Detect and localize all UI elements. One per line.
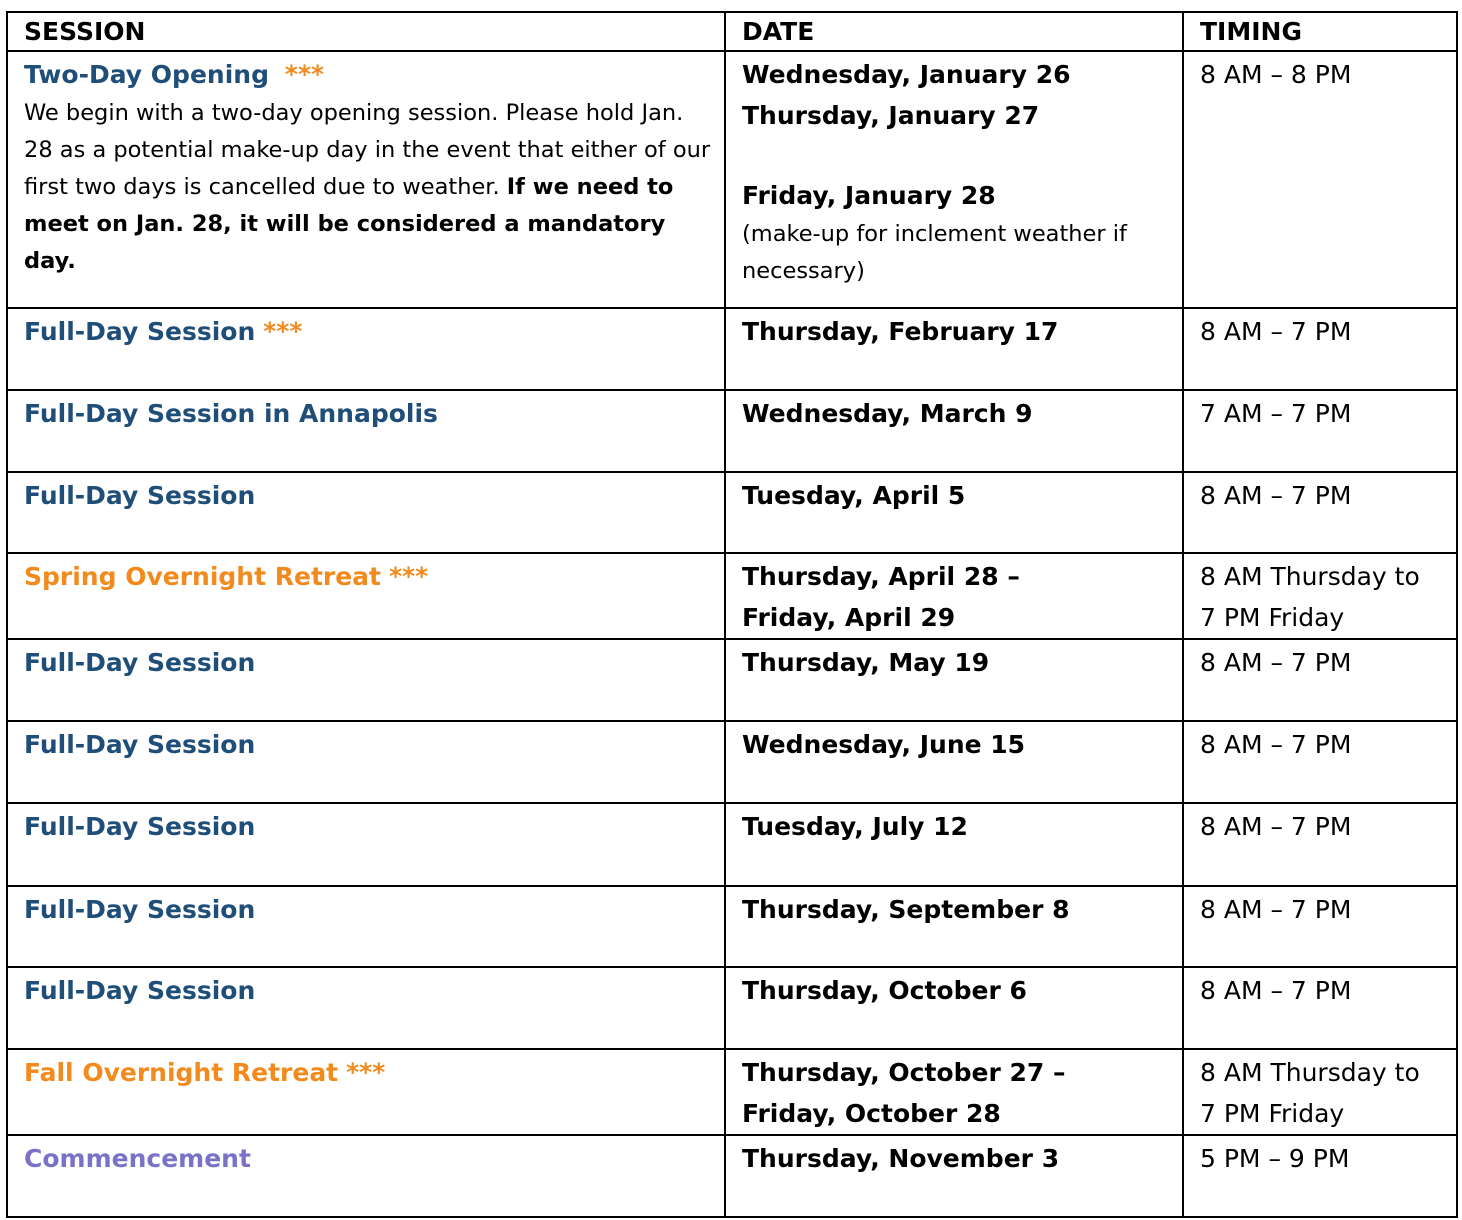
session-cell <box>7 1135 725 1217</box>
date-line: Friday, January 28 <box>742 181 996 210</box>
date-cell <box>725 553 1183 639</box>
session-title: Two-Day Opening <box>24 60 269 89</box>
date-cell: Thursday, October 6 <box>725 967 1183 1049</box>
priority-stars: *** <box>263 317 303 346</box>
table-row <box>7 308 1457 390</box>
date-cell <box>725 1049 1183 1135</box>
table-row <box>7 1135 1457 1217</box>
session-cell <box>7 886 725 967</box>
session-cell <box>7 472 725 553</box>
timing-line: 8 AM Thursday to <box>1200 1058 1420 1087</box>
session-cell <box>7 803 725 886</box>
date-cell: Thursday, February 17 <box>725 308 1183 390</box>
date-line: Friday, October 28 <box>742 1099 1001 1128</box>
date-cell: Tuesday, July 12 <box>725 803 1183 886</box>
date-line: Friday, April 29 <box>742 603 956 632</box>
session-title: Full-Day Session <box>24 812 256 841</box>
table-row <box>7 721 1457 803</box>
session-cell <box>7 390 725 472</box>
session-cell <box>7 721 725 803</box>
timing-cell <box>1183 1049 1457 1135</box>
date-cell: Thursday, May 19 <box>725 639 1183 721</box>
timing-cell: 8 AM – 7 PM <box>1183 472 1457 553</box>
date-cell: Thursday, November 3 <box>725 1135 1183 1217</box>
date-line: Wednesday, January 26 <box>742 60 1071 89</box>
session-title: Fall Overnight Retreat <box>24 1058 339 1087</box>
session-title: Spring Overnight Retreat <box>24 562 382 591</box>
table-row <box>7 1049 1457 1135</box>
session-title: Full-Day Session <box>24 481 256 510</box>
session-title: Full-Day Session in Annapolis <box>24 399 438 428</box>
table-row <box>7 390 1457 472</box>
header-session: SESSION <box>7 12 725 51</box>
table-header-row <box>7 12 1457 51</box>
timing-line: 7 PM Friday <box>1200 603 1345 632</box>
timing-cell <box>1183 553 1457 639</box>
session-cell <box>7 51 725 308</box>
session-title: Full-Day Session <box>24 648 256 677</box>
table-row <box>7 553 1457 639</box>
timing-cell: 8 AM – 7 PM <box>1183 639 1457 721</box>
timing-line: 8 AM Thursday to <box>1200 562 1420 591</box>
table-row <box>7 639 1457 721</box>
session-cell <box>7 1049 725 1135</box>
timing-cell: 8 AM – 7 PM <box>1183 308 1457 390</box>
date-line: Thursday, October 27 – <box>742 1058 1066 1087</box>
session-schedule-table <box>6 11 1458 1218</box>
table-row <box>7 51 1457 308</box>
description-bold-text: If we need to meet on Jan. 28, it will be considered a mandatory day. <box>24 174 674 274</box>
date-cell: Thursday, September 8 <box>725 886 1183 967</box>
timing-cell: 8 AM – 7 PM <box>1183 886 1457 967</box>
date-cell: Wednesday, June 15 <box>725 721 1183 803</box>
header-timing: TIMING <box>1183 12 1457 51</box>
table-row <box>7 472 1457 553</box>
session-title: Full-Day Session <box>24 976 256 1005</box>
session-title: Full-Day Session <box>24 317 256 346</box>
timing-line: 7 PM Friday <box>1200 1099 1345 1128</box>
date-cell: Tuesday, April 5 <box>725 472 1183 553</box>
timing-cell: 8 AM – 7 PM <box>1183 967 1457 1049</box>
table-row <box>7 803 1457 886</box>
session-cell <box>7 639 725 721</box>
priority-stars: *** <box>346 1058 386 1087</box>
date-cell: Wednesday, March 9 <box>725 390 1183 472</box>
description-text: We begin with a two-day opening session. Please hold Jan. 28 as a potential make-up day in the event that either of our first two days is cancelled due to weather. <box>24 100 711 200</box>
timing-cell: 8 AM – 7 PM <box>1183 721 1457 803</box>
session-cell <box>7 308 725 390</box>
session-title: Full-Day Session <box>24 730 256 759</box>
date-note: (make-up for inclement weather if necessary) <box>742 221 1127 284</box>
table-row <box>7 886 1457 967</box>
session-cell <box>7 967 725 1049</box>
timing-cell: 8 AM – 8 PM <box>1183 51 1457 308</box>
date-line: Thursday, April 28 – <box>742 562 1020 591</box>
session-cell <box>7 553 725 639</box>
session-title: Full-Day Session <box>24 895 256 924</box>
timing-cell: 7 AM – 7 PM <box>1183 390 1457 472</box>
header-date: DATE <box>725 12 1183 51</box>
timing-cell: 5 PM – 9 PM <box>1183 1135 1457 1217</box>
priority-stars: *** <box>284 60 325 89</box>
table-row <box>7 967 1457 1049</box>
date-cell <box>725 51 1183 308</box>
session-description <box>24 95 724 280</box>
priority-stars: *** <box>388 562 429 591</box>
session-title: Commencement <box>24 1144 251 1173</box>
timing-cell: 8 AM – 7 PM <box>1183 803 1457 886</box>
date-line: Thursday, January 27 <box>742 101 1040 130</box>
